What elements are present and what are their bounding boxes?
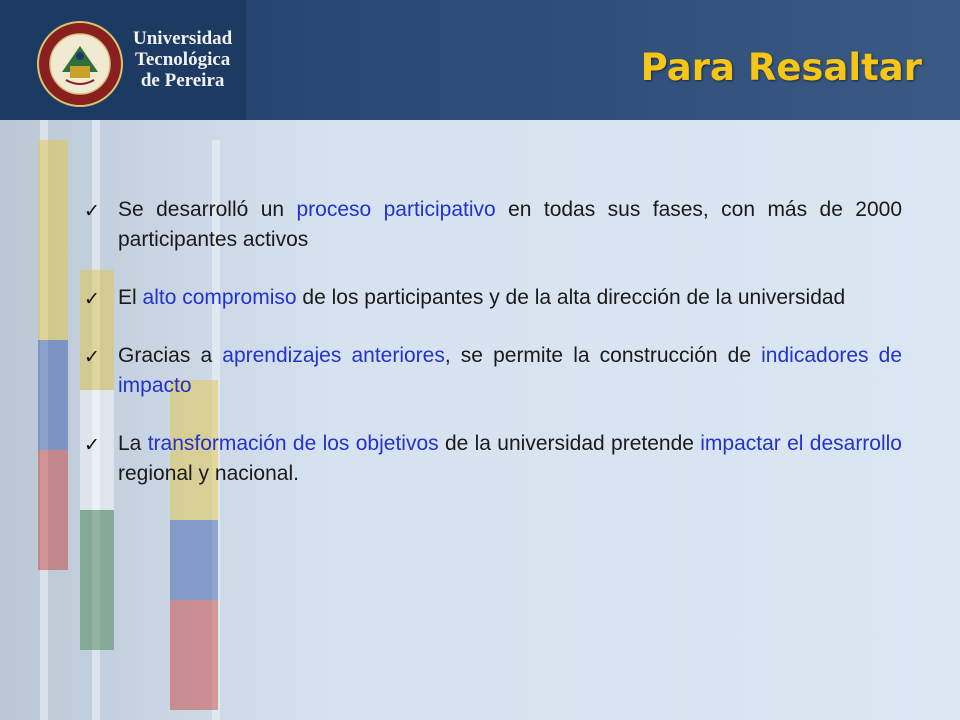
bullet-highlight: transformación de los objetivos [147, 432, 439, 455]
bullet-item [84, 341, 902, 401]
bullet-list [84, 195, 902, 517]
slide-title: Para Resaltar [640, 46, 922, 89]
university-name-line: Universidad [133, 28, 233, 49]
bullet-text: de los participantes y de la alta dirección de la universidad [296, 286, 846, 309]
bullet-highlight: alto compromiso [142, 286, 297, 309]
check-icon: ✓ [84, 347, 100, 368]
check-icon: ✓ [84, 201, 100, 222]
bullet-text: en todas sus fases, con más de 2000 participantes activos [118, 198, 903, 251]
logo-block [0, 0, 246, 120]
check-icon: ✓ [84, 289, 100, 310]
bullet-item [84, 195, 902, 255]
bullet-highlight: impactar el desarrollo [700, 432, 902, 455]
university-seal-icon [36, 20, 124, 108]
bullet-text: El [118, 286, 143, 309]
bullet-text: La [118, 432, 148, 455]
bullet-text: Gracias a [118, 344, 223, 367]
bullet-text: Se desarrolló un [118, 198, 297, 221]
bullet-item [84, 429, 902, 489]
header-bar [0, 0, 960, 120]
bullet-item [84, 283, 902, 313]
bullet-text: de la universidad pretende [438, 432, 701, 455]
bullet-highlight: indicadores de impacto [118, 344, 903, 397]
bullet-highlight: aprendizajes anteriores [222, 344, 445, 367]
university-name-line: de Pereira [140, 70, 225, 91]
bullet-text: regional y nacional. [118, 462, 299, 485]
bullet-highlight: proceso participativo [296, 198, 496, 221]
university-name [133, 28, 232, 91]
check-icon: ✓ [84, 435, 100, 456]
university-name-line: Tecnológica [134, 49, 231, 70]
bullet-text: , se permite la construcción de [444, 344, 762, 367]
